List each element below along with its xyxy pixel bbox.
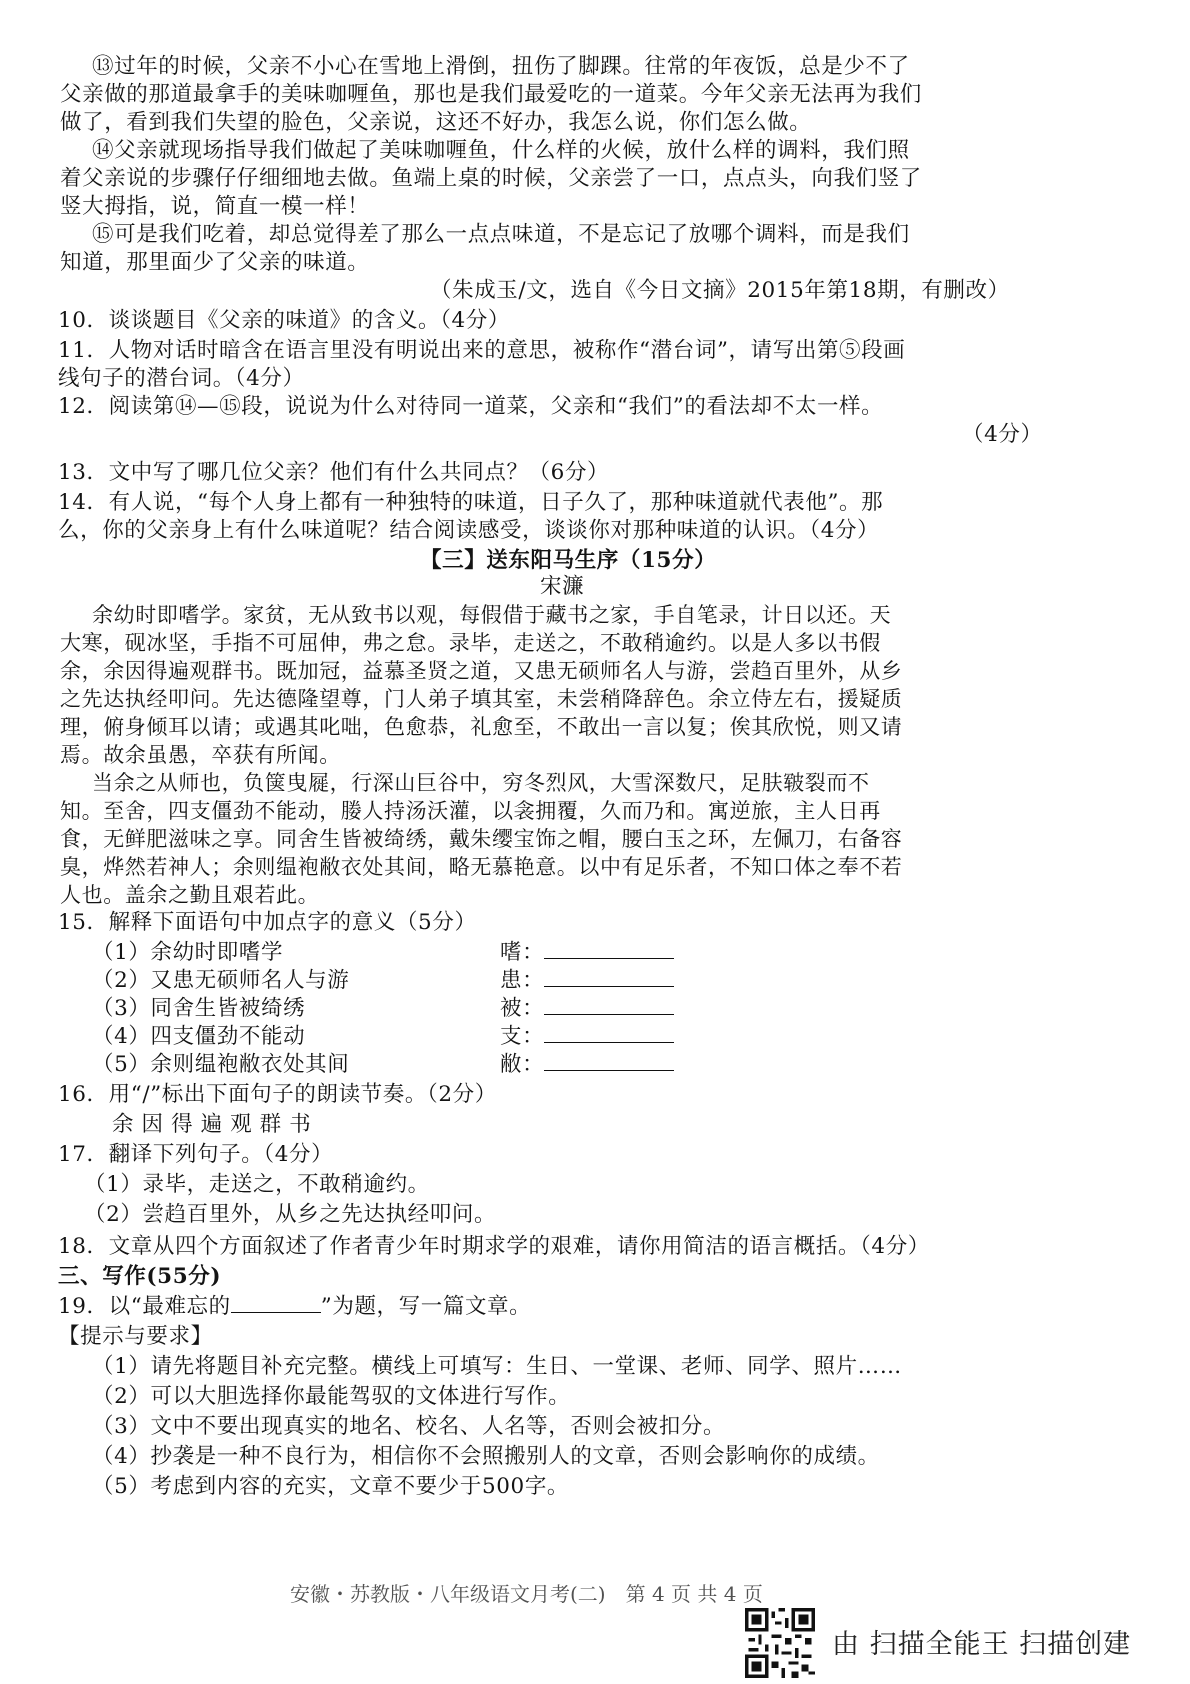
classical-line: 当余之从师也，负箧曳屣，行深山巨谷中，穷冬烈风，大雪深数尺，足肤皲裂而不 (92, 771, 870, 795)
scanner-watermark: 由 扫描全能王 扫描创建 (832, 1629, 1132, 1660)
question-17: 17．翻译下列句子。（4分） (58, 1142, 334, 1167)
question-10: 10．谈谈题目《父亲的味道》的含义。（4分） (58, 308, 510, 333)
page-footer: 安徽・苏教版・八年级语文月考(二) 第 4 页 共 4 页 (290, 1582, 763, 1606)
classical-line: 知。至舍，四支僵劲不能动，媵人持汤沃灌，以衾拥覆，久而乃和。寓逆旅，主人日再 (60, 799, 881, 823)
q15-sentence-4: （4）四支僵劲不能动 (92, 1024, 306, 1049)
question-12: 12．阅读第⑭—⑮段，说说为什么对待同一道菜，父亲和“我们”的看法却不太一样。 (58, 394, 884, 419)
q15-word-4: 支： (500, 1022, 674, 1052)
passage-line: 知道，那里面少了父亲的味道。 (60, 250, 370, 275)
q17-item-2: （2）尝趋百里外，从乡之先达执经叩问。 (84, 1202, 497, 1227)
q15-word-3: 被： (500, 994, 674, 1024)
answer-blank[interactable] (544, 996, 674, 1015)
answer-blank[interactable] (544, 940, 674, 959)
passage-line: 竖大拇指，说，简直一模一样！ (60, 194, 370, 219)
classical-line: 之先达执经叩问。先达德隆望尊，门人弟子填其室，未尝稍降辞色。余立侍左右，援疑质 (60, 687, 903, 711)
classical-line: 余，余因得遍观群书。既加冠，益慕圣贤之道，又患无硕师名人与游，尝趋百里外，从乡 (60, 659, 903, 683)
classical-line: 理，俯身倾耳以请；或遇其叱咄，色愈恭，礼愈至，不敢出一言以复；俟其欣悦，则又请 (60, 715, 903, 739)
passage-line: 做了，看到我们失望的脸色，父亲说，这还不好办，我怎么说，你们怎么做。 (60, 110, 812, 135)
tips-heading: 【提示与要求】 (58, 1324, 213, 1349)
passage3-author: 宋濂 (540, 574, 585, 599)
tip-item: （1）请先将题目补充完整。横线上可填写：生日、一堂课、老师、同学、照片…… (92, 1354, 902, 1379)
q15-sentence-2: （2）又患无硕师名人与游 (92, 968, 350, 993)
answer-blank[interactable] (544, 1024, 674, 1043)
qr-code-icon (745, 1608, 815, 1678)
passage-line: ⑮可是我们吃着，却总觉得差了那么一点点味道，不是忘记了放哪个调料，而是我们 (92, 222, 910, 247)
classical-line: 人也。盖余之勤且艰若此。 (60, 883, 320, 907)
question-16: 16．用“/”标出下面句子的朗读节奏。（2分） (58, 1082, 497, 1107)
tip-item: （3）文中不要出现真实的地名、校名、人名等，否则会被扣分。 (92, 1414, 726, 1439)
title-blank[interactable] (231, 1294, 321, 1313)
classical-line: 余幼时即嗜学。家贫，无从致书以观，每假借于藏书之家，手自笔录，计日以还。天 (92, 603, 892, 627)
passage-source: （朱成玉/文，选自《今日文摘》2015年第18期，有删改） (430, 278, 1010, 303)
tip-item: （5）考虑到内容的充实，文章不要少于500字。 (92, 1474, 570, 1499)
passage-line: ⑭父亲就现场指导我们做起了美味咖喱鱼，什么样的火候，放什么样的调料，我们照 (92, 138, 910, 163)
question-19: 19．以“最难忘的 ”为题，写一篇文章。 (58, 1294, 532, 1319)
passage3-title: 【三】送东阳马生序（15分） (420, 548, 717, 573)
passage-line: 父亲做的那道最拿手的美味咖喱鱼，那也是我们最爱吃的一道菜。今年父亲无法再为我们 (60, 82, 922, 107)
question-11: 11．人物对话时暗含在语言里没有明说出来的意思，被称作“潜台词”，请写出第⑤段画 (58, 338, 906, 363)
question-12-score: （4分） (962, 422, 1043, 447)
tip-item: （2）可以大胆选择你最能驾驭的文体进行写作。 (92, 1384, 571, 1409)
writing-section-heading: 三、写作(55分) (58, 1264, 222, 1289)
question-11-cont: 线句子的潜台词。（4分） (58, 366, 305, 391)
tip-item: （4）抄袭是一种不良行为，相信你不会照搬别人的文章，否则会影响你的成绩。 (92, 1444, 880, 1469)
answer-blank[interactable] (544, 968, 674, 987)
classical-line: 食，无鲜肥滋味之享。同舍生皆被绮绣，戴朱缨宝饰之帽，腰白玉之环，左佩刀，右备容 (60, 827, 903, 851)
q15-sentence-1: （1）余幼时即嗜学 (92, 940, 284, 965)
q15-word-2: 患： (500, 966, 674, 996)
question-14-cont: 么，你的父亲身上有什么味道呢？结合阅读感受，谈谈你对那种味道的认识。（4分） (58, 518, 880, 543)
answer-blank[interactable] (544, 1052, 674, 1071)
classical-line: 臭，烨然若神人；余则缊袍敝衣处其间，略无慕艳意。以中有足乐者，不知口体之奉不若 (60, 855, 903, 879)
question-18: 18．文章从四个方面叙述了作者青少年时期求学的艰难，请你用简洁的语言概括。（4分） (58, 1234, 930, 1259)
passage-line: 着父亲说的步骤仔仔细细地去做。鱼端上桌的时候，父亲尝了一口，点点头，向我们竖了 (60, 166, 922, 191)
question-13: 13．文中写了哪几位父亲？他们有什么共同点？（6分） (58, 460, 610, 485)
q16-sentence: 余 因 得 遍 观 群 书 (112, 1112, 312, 1137)
question-14: 14．有人说，“每个人身上都有一种独特的味道，日子久了，那种味道就代表他”。那 (58, 490, 884, 515)
question-15: 15．解释下面语句中加点字的意义（5分） (58, 910, 477, 935)
classical-line: 大寒，砚冰坚，手指不可屈伸，弗之怠。录毕，走送之，不敢稍逾约。以是人多以书假 (60, 631, 881, 655)
q15-word-5: 敝： (500, 1050, 674, 1080)
q17-item-1: （1）录毕，走送之，不敢稍逾约。 (84, 1172, 430, 1197)
passage-line: ⑬过年的时候，父亲不小心在雪地上滑倒，扭伤了脚踝。往常的年夜饭，总是少不了 (92, 54, 910, 79)
q15-sentence-5: （5）余则缊袍敝衣处其间 (92, 1052, 350, 1077)
classical-line: 焉。故余虽愚，卒获有所闻。 (60, 743, 341, 767)
q15-sentence-3: （3）同舍生皆被绮绣 (92, 996, 306, 1021)
q15-word-1: 嗜： (500, 938, 674, 968)
